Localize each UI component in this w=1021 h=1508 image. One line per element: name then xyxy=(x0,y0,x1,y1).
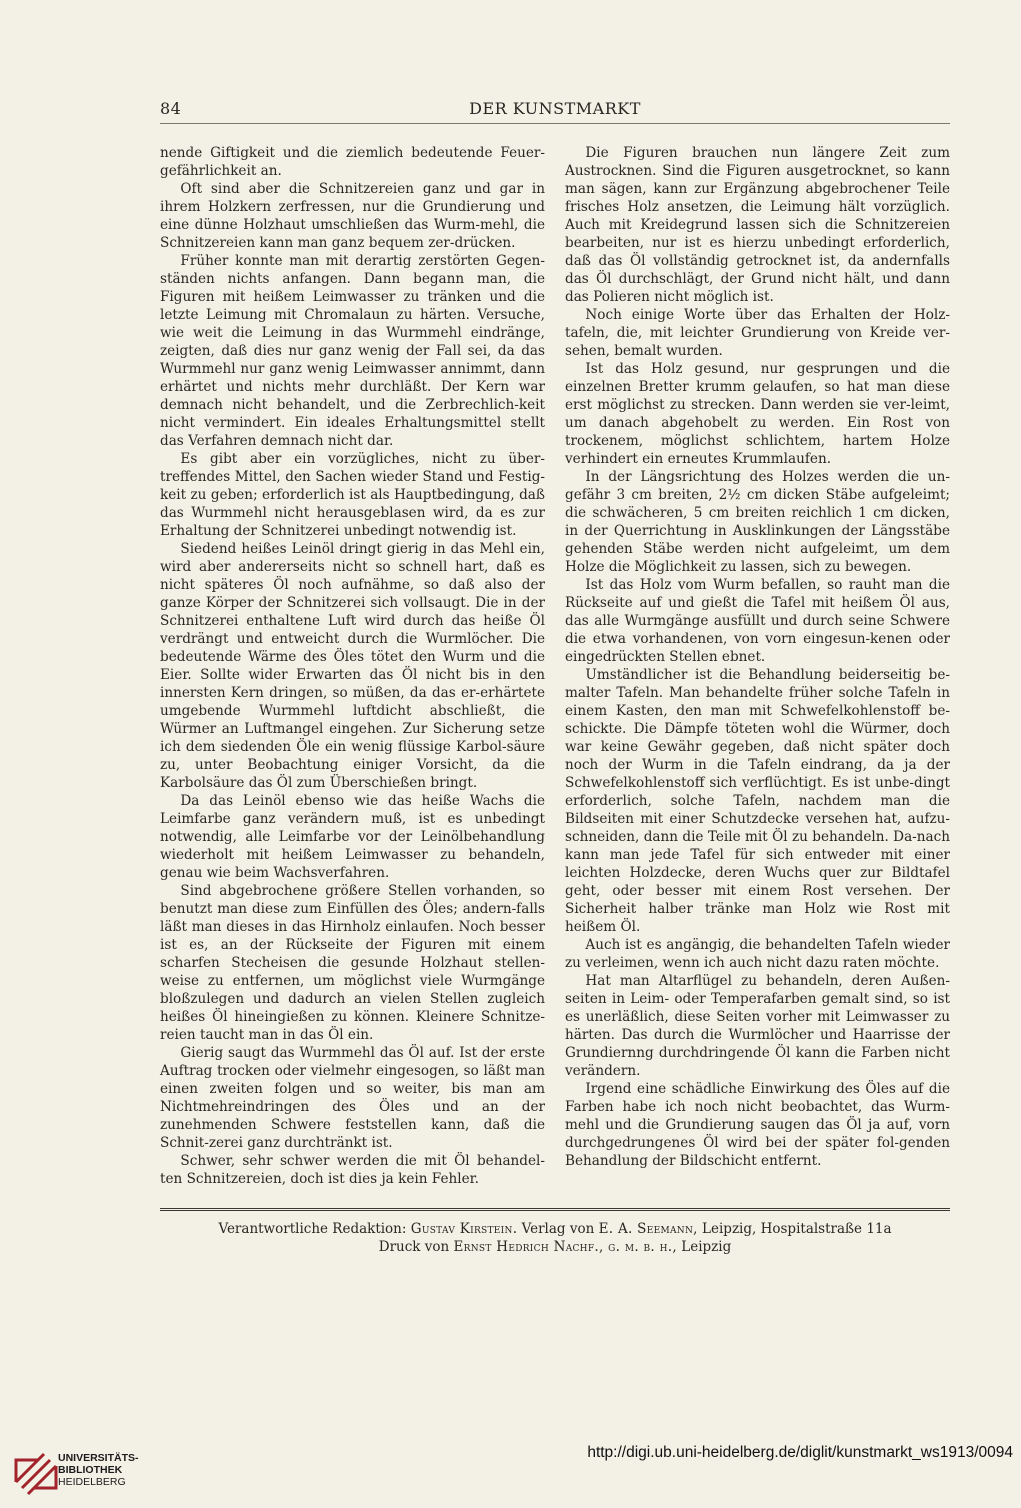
library-name-line-1: UNIVERSITÄTS- xyxy=(58,1452,139,1464)
paragraph: Noch einige Worte über das Erhalten der Holz-tafeln, die, mit leichter Grundierung von Kreide ver-sehen, bemalt wurden. xyxy=(565,307,950,359)
paragraph: Umständlicher ist die Behandlung beiderseitig be-malter Tafeln. Man behandelte früher solche Tafeln in einem Kasten, den man mit Schwefelkohlenstoff be-schickte. Die Dämpfe töteten wohl die Würmer, doch war keine Gewähr gegeben, daß nicht später doch noch der Wurm in die Tafeln eindrang, da ja der Schwefelkohlenstoff sich verflüchtigt. Es ist unbe-dingt erforderlich, solche Tafeln, nachdem man die Bildseiten mit einer Schutzdecke versehen hat, aufzu-schneiden, dann die Teile mit Öl zu behandeln. Da-nach kann man jede Tafel für sich entweder mit einer leichten Holzdecke, deren Wuchs quer zur Bildtafel geht, oder besser mit einem Rost versehen. Der Sicherheit halber tränke man Holz wie Rost mit heißem Öl. xyxy=(565,667,950,935)
colophon-publisher-label: Verlag von xyxy=(521,1221,595,1237)
page-header xyxy=(160,95,950,121)
colophon xyxy=(160,1220,950,1256)
right-column xyxy=(565,144,950,1170)
paragraph: Ist das Holz vom Wurm befallen, so rauht man die Rückseite auf und gießt die Tafel mit heißem Öl aus, das alle Wurmgänge ausfüllt und durch seine Schwere die etwa vorhandenen, von vorn eingesun-kenen oder eingedrückten Stellen ebnet. xyxy=(565,577,950,665)
left-column xyxy=(160,144,545,1188)
colophon-rule xyxy=(160,1208,950,1211)
paragraph: Auch ist es angängig, die behandelten Tafeln wieder zu verleimen, wenn ich auch nicht dazu raten möchte. xyxy=(565,937,950,971)
paragraph: Da das Leinöl ebenso wie das heiße Wachs die Leimfarbe ganz verändern muß, ist es unbedingt notwendig, alle Leimfarbe vor der Leinölbehandlung wiederholt mit heißem Leimwasser zu behandeln, genau wie beim Wachsverfahren. xyxy=(160,793,545,881)
paragraph: Früher konnte man mit derartig zerstörten Gegen-ständen nichts anfangen. Dann begann man, die Figuren mit heißem Leimwasser zu tränken und die letzte Leimung mit Chromalaun zu härten. Versuche, wie weit die Leimung in das Wurmmehl eindränge, zeigten, daß dies nur ganz wenig der Fall sei, da das Wurmmehl nur ganz wenig Leimwasser annimmt, dann erhärtet und nichts mehr durchläßt. Der Kern war demnach nicht behandelt, und die Zerbrechlich-keit nicht vermindert. Ein ideales Erhaltungsmittel stellt das Verfahren demnach nicht dar. xyxy=(160,253,545,449)
source-url[interactable]: http://digi.ub.uni-heidelberg.de/diglit/kunstmarkt_ws1913/0094 xyxy=(587,1444,1013,1461)
printer-name: Ernst Hedrich Nachf., g. m. b. h., xyxy=(453,1239,677,1255)
paragraph: Siedend heißes Leinöl dringt gierig in das Mehl ein, wird aber andererseits nicht so schnell hart, daß es nicht späteres Öl noch aufnähme, so daß also der ganze Körper der Schnitzerei sich vollsaugt. Die in der Schnitzerei enthaltene Luft wird durch das heiße Öl verdrängt und entweicht durch die Wurmlöcher. Die bedeutende Wärme des Öles tötet den Wurm und die Eier. Sollte wider Erwarten das Öl nicht bis in den innersten Kern dringen, so müßen, da das er-erhärtete umgebende Wurmmehl luftdicht abschließt, die Würmer an Luftmangel eingehen. Zur Sicherung setze ich dem siedenden Öle ein wenig flüssige Karbol-säure zu, unter Beobachtung einiger Vorsicht, da die Karbolsäure das Öl zum Überschießen bringt. xyxy=(160,541,545,791)
paragraph: Sind abgebrochene größere Stellen vorhanden, so benutzt man diese zum Einfüllen des Öles; andern-falls läßt man dieses in das Hirnholz einlaufen. Noch besser ist es, an der Rückseite der Figuren mit einem scharfen Stecheisen die gesunde Holzhaut stellen-weise zu entfernen, um möglichst viele Wurmgänge bloßzulegen und dadurch an vielen Stellen zugleich heißes Öl hineingießen zu können. Kleinere Schnitze-reien taucht man in das Öl ein. xyxy=(160,883,545,1043)
paragraph: Oft sind aber die Schnitzereien ganz und gar in ihrem Holzkern zerfressen, nur die Grundierung und eine dünne Holzhaut umschließen das Wurm-mehl, die Schnitzereien kann man ganz bequem zer-drücken. xyxy=(160,181,545,251)
running-title: DER KUNSTMARKT xyxy=(469,99,641,118)
paragraph: In der Längsrichtung des Holzes werden die un-gefähr 3 cm breiten, 2½ cm dicken Stäbe aufgeleimt; die schwächeren, 5 cm breiten reichlich 1 cm dicken, in der Querrichtung in Ausklinkungen der Längsstäbe gehenden Stäbe werden nicht aufgeleimt, um dem Holze die Möglichkeit zu lassen, sich zu bewegen. xyxy=(565,469,950,575)
page-number: 84 xyxy=(160,99,182,118)
paragraph: Es gibt aber ein vorzügliches, nicht zu über-treffendes Mittel, den Sachen wieder Stand und Festig-keit zu geben; erforderlich ist als Hauptbedingung, daß das Wurmmehl nicht herausgeblasen wird, da es zur Erhaltung der Schnitzerei unbedingt notwendig ist. xyxy=(160,451,545,539)
paragraph: Ist das Holz gesund, nur gesprungen und die einzelnen Bretter krumm gelaufen, so hat man diese erst möglichst zu strecken. Dann werden sie ver-leimt, um danach abgehobelt zu werden. Ein Rost von trockenem, möglichst schlichtem, hartem Holze verhindert ein erneutes Krummlaufen. xyxy=(565,361,950,467)
colophon-label: Verantwortliche Redaktion: xyxy=(218,1221,407,1237)
publisher-name: E. A. Seemann, xyxy=(598,1221,698,1237)
colophon-print-label: Druck von xyxy=(378,1239,450,1255)
library-name-line-3: HEIDELBERG xyxy=(58,1476,126,1488)
paragraph: Die Figuren brauchen nun längere Zeit zum Austrocknen. Sind die Figuren ausgetrocknet, so kann man sägen, kann zur Ergänzung abgebrochener Teile frisches Holz ansetzen, die Leimung hält vorzüglich. Auch mit Kreidegrund lassen sich die Schnitzereien bearbeiten, nur ist es hierzu unbedingt erforderlich, daß das Öl vollständig getrocknet ist, da andernfalls das Öl durchschlägt, der Grund nicht hält, und dann das Polieren nicht möglich ist. xyxy=(565,145,950,305)
library-name-line-2: BIBLIOTHEK xyxy=(58,1464,123,1476)
library-name xyxy=(58,1452,139,1488)
printer-city: Leipzig xyxy=(681,1239,732,1255)
paragraph: Schwer, sehr schwer werden die mit Öl behandel-ten Schnitzereien, doch ist dies ja kein Fehler. xyxy=(160,1153,545,1187)
publisher-address: Leipzig, Hospitalstraße 11a xyxy=(702,1221,892,1237)
colophon-line-1 xyxy=(160,1220,950,1238)
colophon-line-2 xyxy=(160,1238,950,1256)
paragraph: Irgend eine schädliche Einwirkung des Öles auf die Farben habe ich noch nicht beobachtet, das Wurm-mehl und die Grundierung saugen das Öl ja auf, vorn durchgedrungenes Öl wird bei der später fol-genden Behandlung der Bildschicht entfernt. xyxy=(565,1081,950,1169)
paragraph: Hat man Altarflügel zu behandeln, deren Außen-seiten in Leim- oder Temperafarben gemalt sind, so ist es unerläßlich, diese Seiten vorher mit Leimwasser zu härten. Das durch die Wurmlöcher und Haarrisse der Grundiernng durchdringende Öl kann die Farben nicht verändern. xyxy=(565,973,950,1079)
editor-name: Gustav Kirstein. xyxy=(410,1221,518,1237)
paragraph: Gierig saugt das Wurmmehl das Öl auf. Ist der erste Auftrag trocken oder vielmehr eingesogen, so läßt man einen zweiten folgen und so weiter, bis man am Nichtmehreindringen des Öles und an der zunehmenden Schwere feststellen kann, daß die Schnit-zerei ganz durchtränkt ist. xyxy=(160,1045,545,1151)
paragraph: nende Giftigkeit und die ziemlich bedeutende Feuer-gefährlichkeit an. xyxy=(160,145,545,179)
header-rule xyxy=(160,123,950,124)
